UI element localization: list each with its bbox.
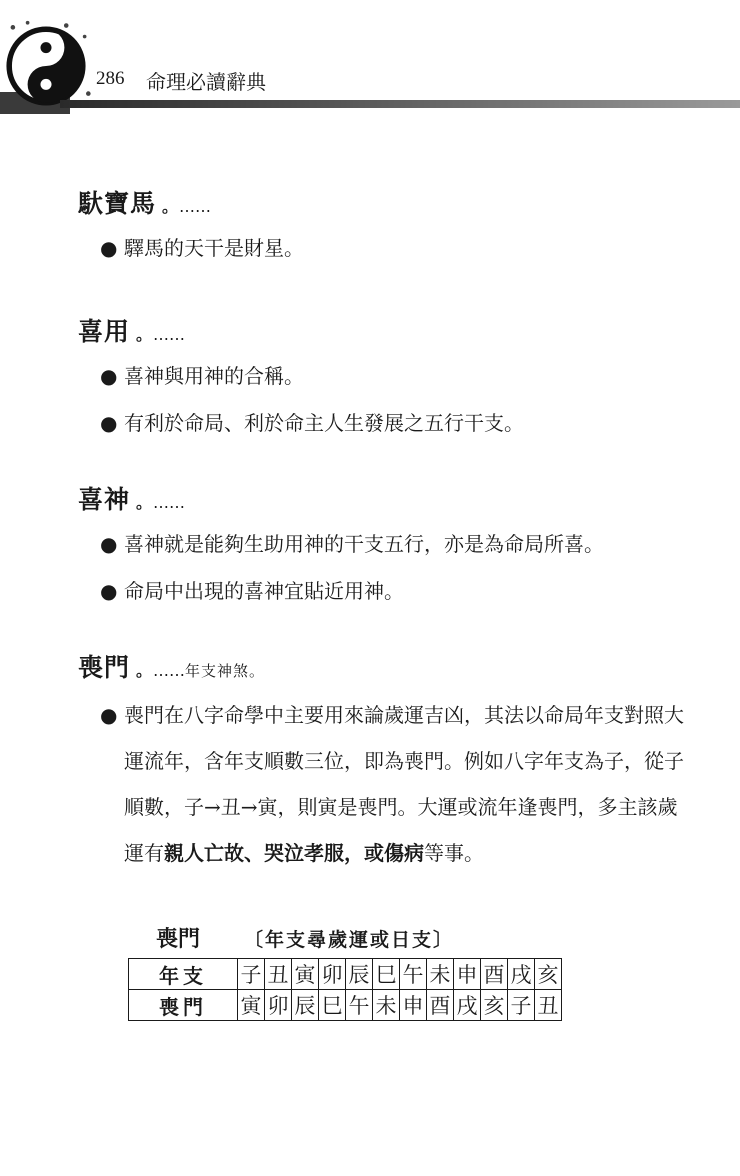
item-text: 驛馬的天干是財星。 [124,236,304,260]
bullet-icon: ● [100,703,118,727]
table-cell: 酉 [427,990,454,1021]
list-item [78,569,678,614]
term-dots: …… [153,493,186,512]
entry-term [78,312,678,348]
item-text: 喪門在八字命學中主要用來論歲運吉凶，其法以命局年支對照大運流年，含年支順數三位，即為喪門。例如八字年支為子，從子順數，子→丑→寅，則寅是喪門。大運或流年逢喪門，多主該歲運有 [124,703,684,865]
entry-xishen [78,480,678,614]
entry-tuobaoma [78,184,678,271]
table-cell: 辰 [292,990,319,1021]
term-mark: 。 [136,325,154,344]
item-emphasis: 親人亡故、哭泣孝服，或傷病 [164,841,424,865]
entry-term [78,480,678,516]
bullet-icon: ● [100,411,118,435]
term-text: 喜神 [78,485,131,514]
table-note: 〔年支尋歲運或日支〕 [244,929,455,951]
page-number: 286 [96,68,125,89]
table-cell: 戌 [508,959,535,990]
sangmen-table [128,958,562,1021]
table-cell: 亥 [535,959,562,990]
table-cell: 申 [400,990,427,1021]
term-dots: …… [179,197,212,216]
table-cell: 卯 [265,990,292,1021]
row-header: 年支 [129,959,238,990]
term-text: 馱寶馬 [78,189,157,218]
table-cell: 巳 [373,959,400,990]
list-item [78,522,678,567]
table-cell: 亥 [481,990,508,1021]
book-title: 命理必讀辭典 [146,70,266,94]
table-title: 喪門 [156,927,201,952]
entry-term [78,648,678,684]
item-text-end: 等事。 [424,841,484,865]
table-row [129,990,562,1021]
table-cell: 巳 [319,990,346,1021]
yin-yang-icon [0,20,92,112]
item-text: 喜神就是能夠生助用神的干支五行，亦是為命局所喜。 [124,532,604,556]
term-text: 喪門 [78,653,131,682]
bullet-icon: ● [100,532,118,556]
table-cell: 寅 [292,959,319,990]
term-dots: …… [153,325,186,344]
table-cell: 未 [373,990,400,1021]
list-item [78,692,684,876]
table-cell: 戌 [454,990,481,1021]
table-cell: 未 [427,959,454,990]
term-dots: …… [153,661,186,680]
list-item [78,226,678,271]
table-caption [156,922,454,953]
item-text: 命局中出現的喜神宜貼近用神。 [124,579,404,603]
item-text: 喜神與用神的合稱。 [124,364,304,388]
entry-term [78,184,678,220]
list-item [78,401,678,446]
table-cell: 午 [400,959,427,990]
bullet-icon: ● [100,579,118,603]
bullet-icon: ● [100,364,118,388]
entry-xiyong [78,312,678,446]
row-header: 喪門 [129,990,238,1021]
table-cell: 午 [346,990,373,1021]
term-mark: 。 [136,493,154,512]
term-tag: 年支神煞。 [185,662,266,680]
bullet-icon: ● [100,236,118,260]
table-cell: 丑 [535,990,562,1021]
table-cell: 子 [238,959,265,990]
table-cell: 寅 [238,990,265,1021]
term-mark: 。 [136,661,154,680]
entry-sangmen [78,648,684,876]
table-cell: 子 [508,990,535,1021]
term-mark: 。 [162,197,180,216]
table-cell: 申 [454,959,481,990]
item-text: 有利於命局、利於命主人生發展之五行干支。 [124,411,524,435]
table-cell: 酉 [481,959,508,990]
term-text: 喜用 [78,317,131,346]
table-cell: 卯 [319,959,346,990]
page-header [0,0,740,120]
table-row [129,959,562,990]
list-item [78,354,678,399]
header-rule [60,100,740,108]
table-cell: 辰 [346,959,373,990]
table-cell: 丑 [265,959,292,990]
